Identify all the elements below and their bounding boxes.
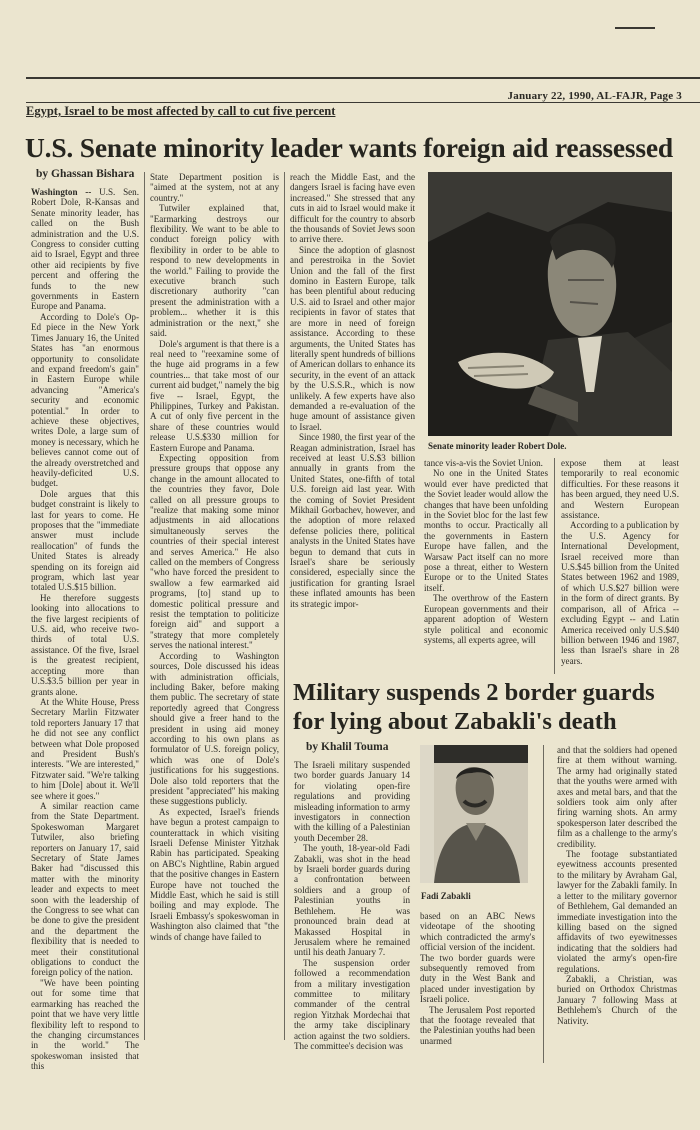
article1-dateline: Washington -- — [31, 187, 92, 197]
header-rule — [26, 102, 700, 103]
article2-headline-line2: for lying about Zabakli's death — [293, 708, 617, 735]
fadi-zabakli-photo-image — [420, 745, 528, 883]
robert-dole-photo — [428, 172, 672, 436]
robert-dole-caption: Senate minority leader Robert Dole. — [428, 441, 567, 451]
top-edge-rule — [26, 77, 700, 79]
article1-headline: U.S. Senate minority leader wants foreign aid reassessed — [25, 132, 674, 163]
page-header-dateline: January 22, 1990, AL-FAJR, Page 3 — [507, 90, 682, 102]
kicker-headline: Egypt, Israel to be most affected by call to cut five percent — [26, 104, 336, 118]
column-rule — [554, 458, 555, 674]
article2-byline: by Khalil Touma — [306, 741, 389, 753]
article1-column-3: reach the Middle East, and the dangers Israel is facing have even increased." She stressed that any cuts in aid to Israel would make it difficult for the country to absorb the thousands of Soviet Jews soon to arrive there. Since the adoption of glasnost and perestroika in the Soviet Union and the fall of the first domino in Eastern Europe, talk has been plentiful about reducing U.S. aid to Israel and other major recipients in favor of states that are more in need of foreign assistance. According to these arguments, the United States has literally spent hundreds of billions of American dollars to enhance its security, in the event of an attack by the U.S.S.R., which is now unlikely. A few experts have also demanded a re-evaluation of the huge amount of assistance given to Israel. Since 1980, the first year of the Reagan administration, Israel has received at least U.S.$3 billion annually in grants from the United States, one-fifth of total U.S. foreign aid last year. With the coming of Soviet President Mikhail Gorbachev, however, and the adoption of more relaxed defense policies there, political analysts in the United States have begun to demand that cuts in Israel's share be seriously considered, especially since the justification for granting Israel these inflated amounts has been its strategic impor- — [290, 172, 415, 609]
robert-dole-photo-image — [428, 172, 672, 436]
article2-column-2: based on an ABC News videotape of the shooting which contradicted the army's official version of the incident. The two border guards were subsequently removed from duty in the West Bank and placed under investigation by Israeli police. The Jerusalem Post reported that the footage revealed that the Palestinian youths had been unarmed — [420, 911, 535, 1046]
top-edge-mark — [615, 27, 655, 29]
article1-byline: by Ghassan Bishara — [36, 168, 135, 180]
article1-column-5: expose them at least temporarily to real economic difficulties. For these reasons it has been argued, they need U.S. and Western European assistance. According to a publication by the U.S. Agency for International Development, Israel received more than U.S.$45 billion from the United States between 1962 and 1989, of which U.S.$27 billion were in the form of direct grants. By comparison, all of Africa -- excluding Egypt -- and Latin America received only U.S.$40 billion between 1946 and 1987, less than Israel's share in 28 years. — [561, 458, 679, 666]
article1-column-4: tance vis-a-vis the Soviet Union. No one in the United States would ever have predicted that the Soviet leader would allow the changes that have been unfolding in the Soviet bloc for the last few months to occur. Practically all the governments in Eastern Europe have fallen, and the Warsaw Pact itself can no more pose a threat, either to Western Europe or to the United States itself. The overthrow of the Eastern European governments and their apparent adoption of Western style political and economic systems, all experts agree, will — [424, 458, 548, 645]
column-rule — [543, 745, 544, 1063]
fadi-zabakli-caption: Fadi Zabakli — [421, 891, 471, 901]
article1-column-1: Washington -- U.S. Sen. Robert Dole, R-Kansas and Senate minority leader, has called on the Bush administration and the U.S. Congress to consider cutting aid to Israel, Egypt and three other aid recipients by five percent and offering the funds to the new governments in Eastern Europe and Panama. According to Dole's Op-Ed piece in the New York Times January 16, the United States has "an enormous opportunity to consolidate and expand freedom's gain" in Eastern Europe while advancing "America's security and economic potential." In order to achieve these objectives, writes Dole, a large sum of money is necessary, which he believes cannot come out of the already overstretched and heavily-deficited U.S. budget. Dole argues that this budget constraint is likely to last for years to come. He proposes that the "immediate answer must include reallocation" of funds the United States is already spending on its foreign aid program, which last year totaled U.S.$15 billion. He therefore suggests looking into allocations to the five largest recipients of U.S. aid, who receive two-thirds of total U.S. assistance. Of the five, Israel is the greatest recipient, accepting more than U.S.$3.5 billion per year in grants alone. At the White House, Press Secretary Marlin Fitzwater told reporters January 17 that he did not see any conflict between what Dole proposed and President Bush's interests. "We are interested," Fitzwater said. "We're talking to him [Dole] about it. We'll see where it goes." A similar reaction came from the State Department. Spokeswoman Margaret Tutwiler, also briefing reporters on January 17, said Secretary of State James Baker had "discussed this matter with the minority leader and expects to meet soon with the leadership of the Congress to see what can be done to give the president and the department the flexibility that is needed to meet their constitutional obligations to conduct the foreign policy of the nation. "We have been pointing out for some time that earmarking has reached the point that we have very little flexibility left to respond to the changing circumstances in the world." The spokeswoman insisted that this — [31, 187, 139, 1072]
fadi-zabakli-photo — [420, 745, 528, 883]
column-rule — [284, 172, 285, 1040]
article2-column-3: and that the soldiers had opened fire at them without warning. The army had originally stated that the youths were armed with axes and metal bars, and that the soldiers took aim only after firing warning shots. An army spokesperson later described the film as a challenge to the army's credibility. The footage substantiated eyewitness accounts presented to the military by Avraham Gal, lawyer for the Zabakli family. In a letter to the military governor of Bethlehem, Gal demanded an immediate investigation into the killing based on the signed affidavits of two eyewitnesses indicating that the soldiers had violated the army's open-fire regulations. Zabakli, a Christian, was buried on Orthodox Christmas January 7 following Mass at Bethlehem's Church of the Nativity. — [557, 745, 677, 1026]
article1-column-2: State Department position is "aimed at the system, not at any country." Tutwiler explained that, "Earmarking destroys our flexibility. We want to be able to conduct foreign policy with flexibility in order to be able to respond to new developments in the world." Failing to provide the executive branch such discretionary authority "can present the administration with a problem... whether it is this administration or the next," she said. Dole's argument is that there is a real need to "reexamine some of the huge aid programs in a few countries... that take most of our current aid budget," namely the big five -- Israel, Egypt, the Philippines, Turkey and Pakistan. A cut of only five percent in the share of these countries would release U.S.$330 million for Eastern Europe and Panama. Expecting opposition from pressure groups that oppose any change in the amount allocated to the countries they favor, Dole called on all pressure groups to "realize that making some minor adjustments in aid allocations simultaneously serves the countries of their special interest and serves America." He also called on the members of Congress "who have forced the president to swallow a few earmarked aid programs, [to] stand up to domestic political pressure and resist the temptation to politicize foreign aid" and support a "strategy that more completely serves the national interest." According to Washington sources, Dole discussed his ideas with administration officials, including Baker, before making them public. The secretary of state reportedly agreed that Congress should give a freer hand to the president in using aid money according to his own plans as formulator of U.S. foreign policy, which was one of Dole's justifications for his suggestions. Dole also told reporters that the president "appreciated" his making these suggestions publicly. As expected, Israel's friends have begun a protest campaign to counterattack in which visiting Israeli Defense Minister Yitzhak Rabin has participated. Speaking on ABC's Nightline, Rabin argued that the positive changes in Eastern Europe have not touched the Middle East, which he said is still boiling and may explode. The Israeli Embassy's spokeswoman in Washington also claimed that "the winds of change have failed to — [150, 172, 279, 942]
column-rule — [144, 172, 145, 1040]
article2-column-1: The Israeli military suspended two border guards January 14 for violating open-fire regulations and providing misleading information to army investigators in connection with the killing of a Palestinian youth December 28. The youth, 18-year-old Fadi Zabakli, was shot in the head by Israeli border guards during a confrontation between soldiers and a group of Palestinian youths in Bethlehem. He was pronounced brain dead at Makassed Hospital in Jerusalem where he remained until his death January 7. The suspension order followed a recommendation from a military investigation committee to military commander of the central region Yitzhak Mordechai that the army take disciplinary action against the two soldiers. The committee's decision was — [294, 760, 410, 1051]
article2-headline-line1: Military suspends 2 border guards — [293, 679, 655, 706]
